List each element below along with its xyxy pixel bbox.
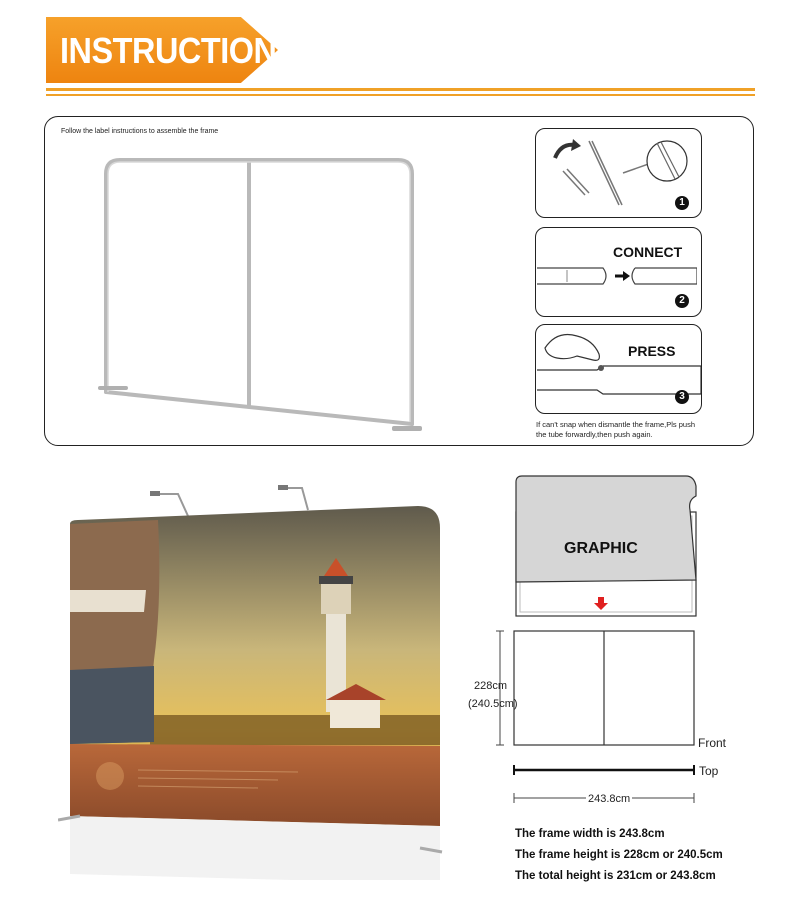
graphic-label: GRAPHIC	[564, 540, 638, 557]
header-rule-thin	[46, 94, 755, 96]
spec-width: The frame width is 243.8cm	[515, 828, 665, 840]
step-2-number: 2	[675, 294, 689, 308]
dismantle-tip	[536, 420, 726, 440]
step-2-label: CONNECT	[613, 244, 683, 260]
spec-height: The frame height is 228cm or 240.5cm	[515, 849, 723, 861]
top-label: Top	[699, 764, 719, 778]
dimension-drawing	[490, 625, 710, 805]
height-label-228: 228cm	[474, 680, 508, 692]
tip-line-2: the tube forwardly,then push again.	[536, 430, 653, 439]
page-title: INSTRUCTION	[60, 30, 277, 71]
height-label-240: (240.5cm)	[468, 698, 518, 710]
product-photo	[58, 480, 448, 880]
step-1-number: 1	[675, 196, 689, 210]
width-label: 243.8cm	[588, 793, 631, 805]
step-3-label: PRESS	[628, 343, 676, 359]
step-2-illustration	[537, 262, 697, 292]
instruction-note: Follow the label instructions to assemble the frame	[61, 128, 219, 135]
step-3-number: 3	[675, 390, 689, 404]
tip-line-1: If can't snap when dismantle the frame,Pls push	[536, 420, 696, 429]
front-label: Front	[698, 736, 727, 750]
step-1-illustration	[545, 133, 695, 213]
header-rule	[46, 88, 755, 91]
spec-total-height: The total height is 231cm or 243.8cm	[515, 870, 716, 882]
frame-illustration	[96, 152, 426, 437]
